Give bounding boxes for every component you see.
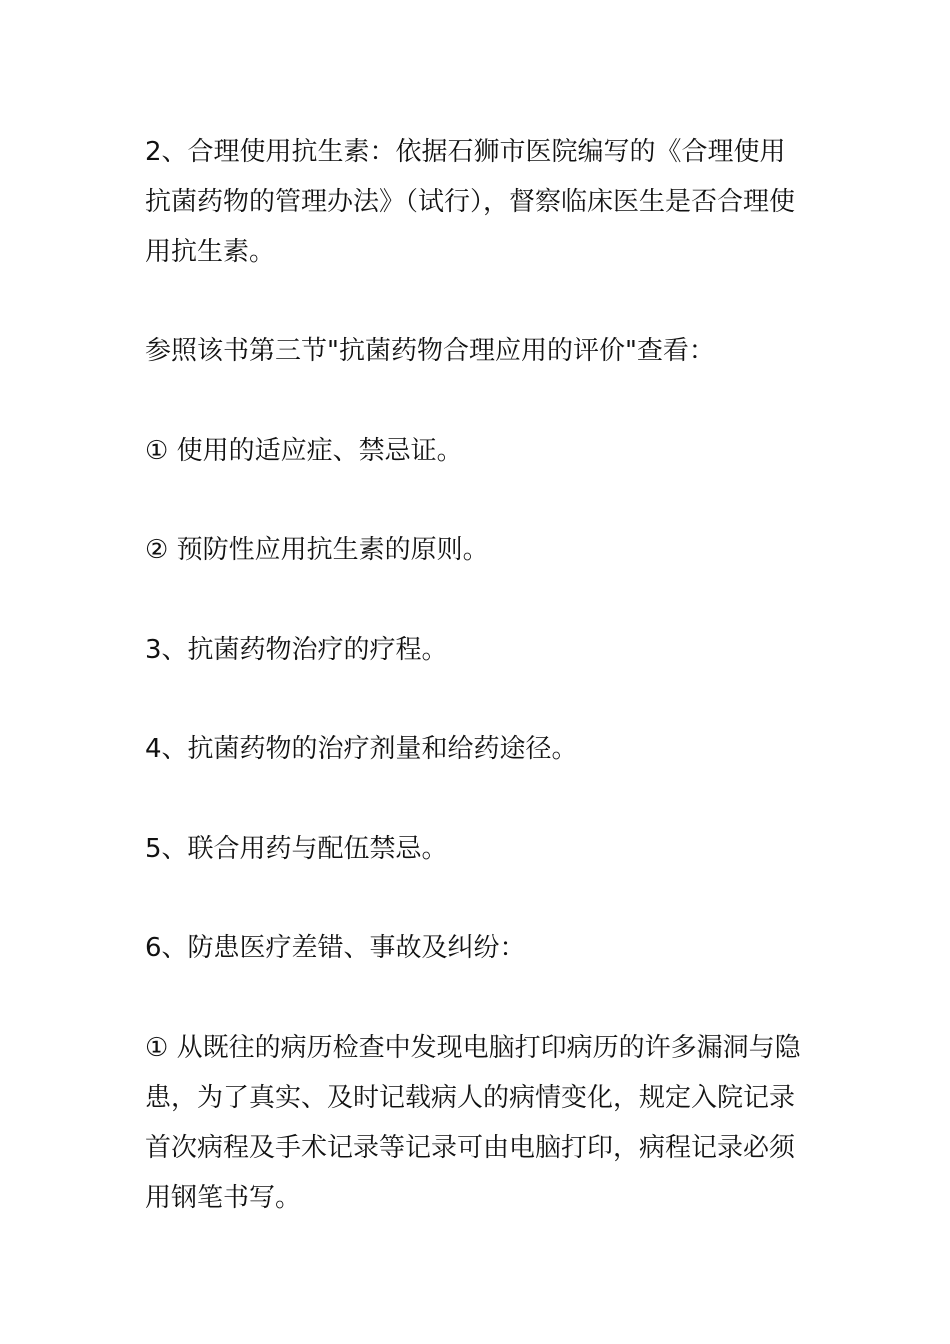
paragraph-indications: ① 使用的适应症、禁忌证。	[145, 436, 463, 466]
paragraph-antibiotics-rule: 2、合理使用抗生素：依据石狮市医院编写的《合理使用抗菌药物的管理办法》（试行），督察临床医生是否合理使用抗生素。	[145, 137, 796, 267]
paragraph-prophylactic-use: ② 预防性应用抗生素的原则。	[145, 535, 489, 565]
paragraph-treatment-course: 3、抗菌药物治疗的疗程。	[145, 635, 448, 665]
paragraph-reference-section: 参照该书第三节"抗菌药物合理应用的评价"查看：	[145, 336, 715, 366]
paragraph-error-prevention: 6、防患医疗差错、事故及纠纷：	[145, 933, 526, 963]
document-body	[145, 127, 809, 1223]
paragraph-dosage-route: 4、抗菌药物的治疗剂量和给药途径。	[145, 734, 578, 764]
paragraph-printed-records: ① 从既往的病历检查中发现电脑打印病历的许多漏洞与隐患，为了真实、及时记载病人的病情变化，规定入院记录首次病程及手术记录等记录可由电脑打印，病程记录必须用钢笔书写。	[145, 1033, 801, 1213]
paragraph-combination-contraindications: 5、联合用药与配伍禁忌。	[145, 834, 448, 864]
